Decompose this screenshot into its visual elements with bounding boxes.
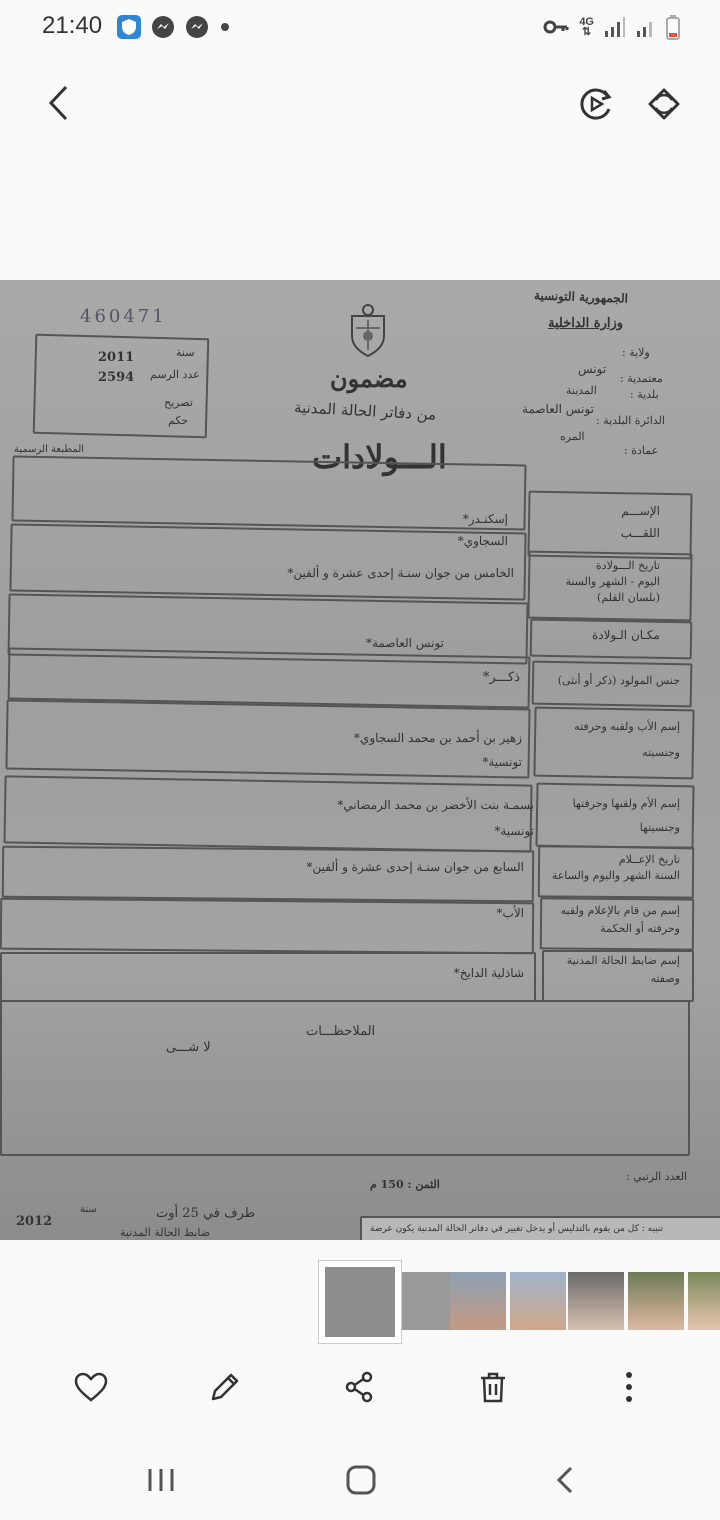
district-value: تونس العاصمة bbox=[522, 402, 594, 416]
row-value-7: السابع من جوان سنـة إحدى عشرة و ألفين* bbox=[306, 860, 524, 874]
year-bottom-label: سنة bbox=[80, 1204, 97, 1215]
back-arrow-icon bbox=[47, 84, 69, 122]
action-bar bbox=[0, 1350, 720, 1426]
row-label-4: جنس المولود (ذكر أو أنثى) bbox=[557, 674, 680, 687]
delegation-label: معتمدية : bbox=[620, 372, 663, 385]
key-icon bbox=[543, 15, 569, 39]
row-label-6: إسم الأم ولقبها وحرفتها وجنسيتها bbox=[572, 797, 680, 834]
thumbnail-selected[interactable] bbox=[318, 1260, 402, 1344]
messenger-icon bbox=[184, 14, 210, 40]
announce-date-value-box bbox=[2, 846, 534, 903]
remarks-value: لا شـــى bbox=[166, 1040, 211, 1055]
edit-button[interactable] bbox=[200, 1362, 250, 1412]
note-text: تنبيه : كل من يقوم بالتدليس أو يدخل تغيير في دفاتر الحالة المدنية يكون عرضة bbox=[370, 1224, 664, 1234]
title-sub: من دفاتر الحالة المدنية bbox=[293, 398, 437, 424]
home-button[interactable] bbox=[336, 1458, 386, 1502]
number-label: عدد الرسم bbox=[150, 368, 200, 381]
place-date: طرف في 25 أوت bbox=[156, 1206, 256, 1221]
row-value-2: الخامس من جوان سنـة إحدى عشرة و ألفين* bbox=[287, 566, 514, 580]
recents-icon bbox=[146, 1466, 176, 1494]
home-icon bbox=[345, 1464, 377, 1496]
birth-certificate-photo bbox=[0, 280, 720, 1240]
child-photo-1[interactable] bbox=[628, 1272, 684, 1330]
year-bottom: 2012 bbox=[16, 1214, 53, 1229]
heart-icon bbox=[73, 1371, 109, 1403]
rotate-icon bbox=[646, 86, 682, 122]
row-label-9: إسم ضابط الحالة المدنية وصفته bbox=[566, 954, 680, 985]
judgment-label: حكم bbox=[168, 414, 189, 427]
thumbnail-strip bbox=[0, 1260, 720, 1344]
system-icons bbox=[543, 14, 680, 40]
system-nav-bar bbox=[0, 1440, 720, 1520]
officer-signature: ضابط الحالة المدنية bbox=[120, 1226, 211, 1239]
share-icon bbox=[342, 1370, 376, 1404]
serial-number: 460471 bbox=[80, 306, 167, 327]
row-value-5: زهير بن أحمد بن محمد السجاوي* تونسية* bbox=[353, 731, 522, 769]
governorate-label: ولاية : bbox=[622, 346, 650, 359]
viewer-top-bar bbox=[0, 56, 720, 152]
trash-icon bbox=[477, 1370, 509, 1404]
shield-app-icon bbox=[116, 14, 142, 40]
delete-button[interactable] bbox=[468, 1362, 518, 1412]
year-value: 2011 bbox=[98, 350, 135, 365]
document-thumb bbox=[325, 1267, 395, 1337]
back-icon bbox=[555, 1465, 575, 1495]
title-main: الـــولادات bbox=[312, 438, 447, 476]
remaster-button[interactable] bbox=[572, 80, 620, 128]
row-value-9: شاذلية الدايخ* bbox=[453, 966, 524, 980]
ministry-label: وزارة الداخلية bbox=[548, 316, 624, 331]
sex-value-box bbox=[8, 647, 531, 708]
row-value-6: بسمـة بنت الأخضر بن محمد الرمضاني* تونسية* bbox=[337, 798, 534, 838]
year-label: سنة bbox=[176, 346, 195, 359]
share-button[interactable] bbox=[334, 1362, 384, 1412]
nav-back-button[interactable] bbox=[540, 1458, 590, 1502]
recents-button[interactable] bbox=[136, 1458, 186, 1502]
network-type: 4G ⇅ bbox=[579, 16, 594, 38]
notification-icons bbox=[116, 14, 232, 40]
row-value-4: ذكـــر* bbox=[482, 670, 520, 685]
child-photo-2[interactable] bbox=[688, 1272, 720, 1330]
back-button[interactable] bbox=[36, 78, 80, 128]
governorate-value: تونس bbox=[578, 362, 607, 376]
coat-of-arms-icon bbox=[346, 302, 390, 358]
declaration-label: تصريح bbox=[164, 396, 193, 409]
photo-view[interactable] bbox=[0, 280, 720, 1240]
announcer-value-box bbox=[0, 898, 534, 955]
row-value-8: الأب* bbox=[496, 906, 524, 920]
more-vert-icon bbox=[624, 1370, 634, 1404]
remarks-label: الملاحظـــات bbox=[306, 1024, 376, 1039]
row-label-2: تاريخ الـــولادة اليوم - الشهر والسنة (بلسان القلم) bbox=[565, 559, 660, 604]
registry-label: العدد الرتبي : bbox=[626, 1170, 688, 1183]
pencil-icon bbox=[208, 1370, 242, 1404]
row-value-3: تونس العاصمة* bbox=[366, 636, 444, 650]
birthdate-value-box bbox=[9, 524, 526, 601]
imada-value: المره bbox=[560, 430, 585, 443]
row-label-1: الإســـم اللقـــب bbox=[620, 504, 660, 540]
row-label-7: تاريخ الإعــلام السنة الشهر واليوم والساعة bbox=[551, 853, 680, 882]
portrait-1[interactable] bbox=[450, 1272, 506, 1330]
signal-icon bbox=[604, 16, 626, 38]
portrait-2[interactable] bbox=[510, 1272, 566, 1330]
row-label-8: إسم من قام بالإعلام ولقبه وحرفته أو الحكمة bbox=[560, 904, 680, 935]
status-time: 21:40 bbox=[42, 12, 103, 39]
baby-photo[interactable] bbox=[568, 1272, 624, 1330]
name-value-box bbox=[11, 456, 526, 531]
more-options-button[interactable] bbox=[604, 1362, 654, 1412]
official-print: المطبعة الرسمية bbox=[14, 444, 85, 455]
dot-icon bbox=[218, 14, 232, 40]
republic-label: الجمهورية التونسية bbox=[533, 288, 629, 306]
row-label-5: إسم الأب ولقبه وحرفته وجنسيته bbox=[574, 720, 680, 759]
imada-label: عمادة : bbox=[624, 444, 659, 457]
signal-icon-2 bbox=[636, 16, 656, 38]
name-label-box bbox=[527, 491, 692, 560]
district-label: الدائرة البلدية : bbox=[596, 414, 665, 427]
status-bar bbox=[0, 0, 720, 56]
rotate-button[interactable] bbox=[640, 80, 688, 128]
number-value: 2594 bbox=[98, 370, 135, 385]
row-value-1: إسكنـدر* السجاوي* bbox=[457, 512, 508, 548]
price-label: الثمن : 150 م bbox=[370, 1178, 440, 1191]
municipality-label: بلدية : bbox=[630, 388, 659, 401]
row-label-3: مكـان الـولادة bbox=[591, 628, 660, 642]
delegation-value: المدينة bbox=[566, 384, 597, 397]
messenger-icon bbox=[150, 14, 176, 40]
favorite-button[interactable] bbox=[66, 1362, 116, 1412]
title-top: مضمون bbox=[330, 364, 408, 393]
motion-photo-icon bbox=[578, 86, 614, 122]
battery-icon bbox=[666, 14, 680, 40]
